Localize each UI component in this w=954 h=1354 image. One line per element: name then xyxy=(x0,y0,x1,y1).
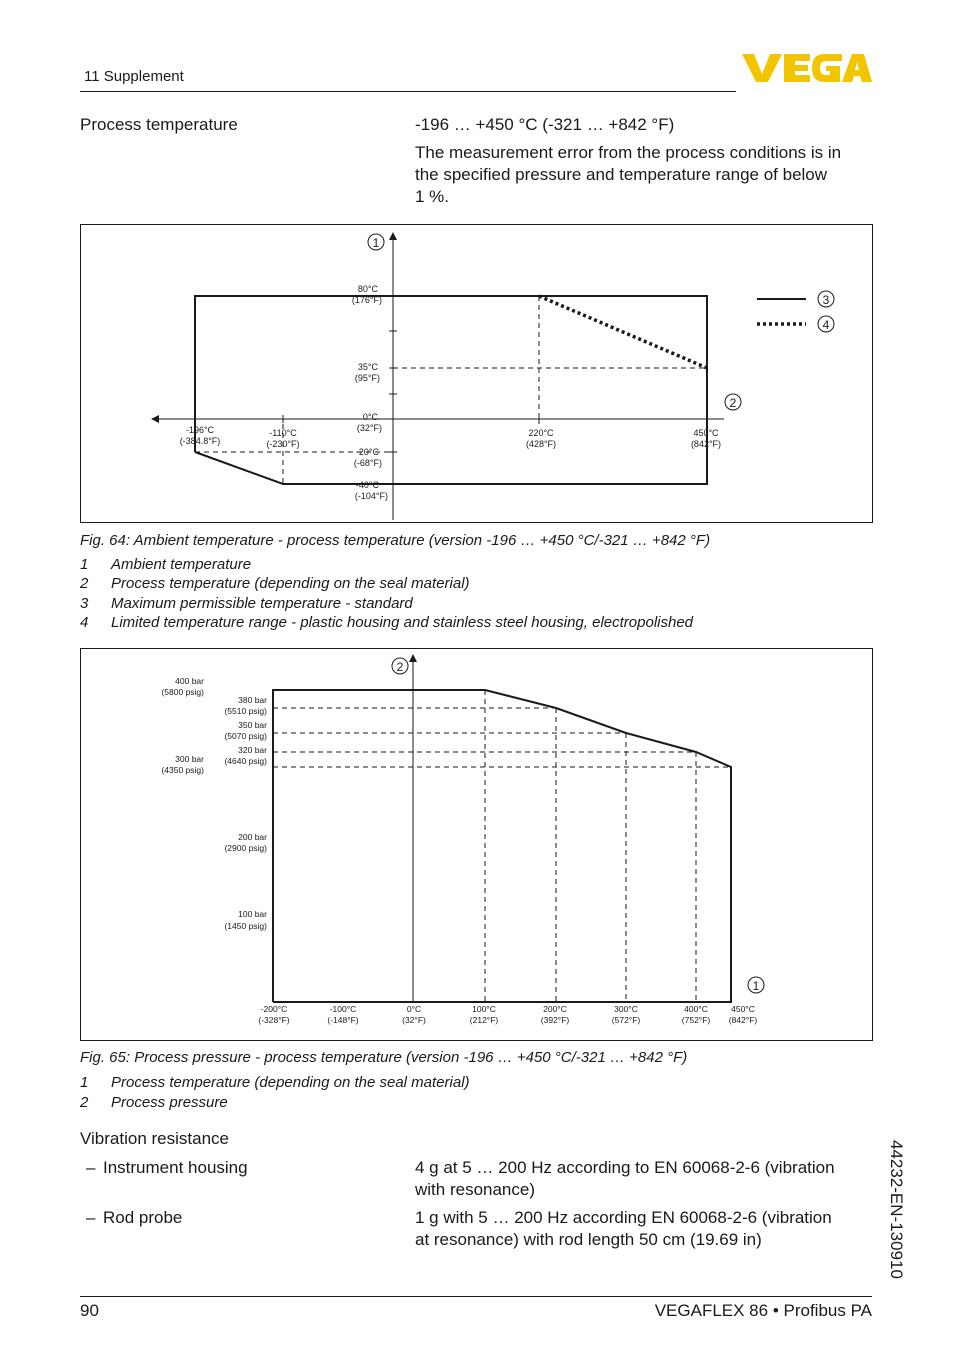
fig64-marker-1: 1 xyxy=(372,236,380,250)
fig65-xtick-200-c: 200°C xyxy=(543,1004,567,1014)
legend-text: Process pressure xyxy=(111,1094,228,1111)
legend-number: 2 xyxy=(80,575,89,592)
fig64-xtick-450-c: 450°C xyxy=(693,428,719,438)
fig65-ytick-400-bar: 400 bar xyxy=(175,676,204,686)
fig65-ytick-320-bar: 320 bar xyxy=(238,745,267,755)
fig65-ytick-380-psig: (5510 psig) xyxy=(224,706,267,716)
fig64-caption: Fig. 64: Ambient temperature - process temperature (version -196 … +450 °C/-321 … +842 °F) xyxy=(80,532,711,549)
legend-text: Maximum permissible temperature - standard xyxy=(111,595,413,612)
page-number: 90 xyxy=(80,1301,99,1320)
legend-number: 3 xyxy=(80,595,89,612)
fig64-ytick-80-f: (176°F) xyxy=(351,295,382,305)
fig65-xtick-minus200-f: (-328°F) xyxy=(258,1015,290,1025)
fig65-ytick-100-psig: (1450 psig) xyxy=(224,921,267,931)
fig64-ytick-minus20-f: (-68°F) xyxy=(353,458,382,468)
fig65-marker-1: 1 xyxy=(752,979,760,993)
fig64-xtick-minus110-f: (-230°F) xyxy=(266,439,300,449)
fig64-legend-item xyxy=(80,556,880,574)
fig65-ytick-350-bar: 350 bar xyxy=(238,720,267,730)
fig64-ytick-minus40-c: -40°C xyxy=(355,480,379,490)
fig64-ytick-0-c: 0°C xyxy=(362,412,378,422)
process-temperature-value: -196 … +450 °C (-321 … +842 °F) xyxy=(415,115,675,134)
fig65-ytick-200-psig: (2900 psig) xyxy=(224,843,267,853)
fig64-marker-4: 4 xyxy=(822,318,830,332)
legend-text: Limited temperature range - plastic housing and stainless steel housing, electropolished xyxy=(111,614,694,631)
product-name: VEGAFLEX 86 • Profibus PA xyxy=(654,1301,872,1320)
fig65-ytick-100-bar: 100 bar xyxy=(238,909,267,919)
fig65-ytick-400-psig: (5800 psig) xyxy=(161,687,204,697)
fig65-xtick-400-f: (752°F) xyxy=(681,1015,711,1025)
fig64-xtick-minus196-c: -196°C xyxy=(185,425,215,435)
legend-number: 1 xyxy=(80,1074,89,1091)
fig65-xtick-450-f: (842°F) xyxy=(728,1015,758,1025)
footer-rule xyxy=(80,1296,872,1297)
bullet-dash: – xyxy=(86,1208,96,1227)
fig64-standard-boundary xyxy=(195,296,707,484)
fig64-ytick-35-c: 35°C xyxy=(357,362,378,372)
fig64-limited-range-line xyxy=(539,296,707,368)
fig65-ytick-200-bar: 200 bar xyxy=(238,832,267,842)
measurement-error-note-1: The measurement error from the process conditions is in xyxy=(415,143,842,162)
vega-logo xyxy=(740,50,872,86)
fig64-chart xyxy=(80,224,873,523)
fig65-legend-item xyxy=(80,1074,880,1092)
measurement-error-note-3: 1 %. xyxy=(415,187,450,206)
rod-probe-label: Rod probe xyxy=(103,1208,183,1227)
fig64-xtick-220-f: (428°F) xyxy=(525,439,557,449)
fig65-ytick-300-bar: 300 bar xyxy=(175,754,204,764)
instrument-housing-value-2: with resonance) xyxy=(415,1180,536,1199)
fig64-legend-item xyxy=(80,614,880,632)
fig65-xtick-450-c: 450°C xyxy=(731,1004,755,1014)
fig64-legend-item xyxy=(80,575,880,593)
legend-number: 2 xyxy=(80,1094,89,1111)
fig65-xtick-200-f: (392°F) xyxy=(540,1015,570,1025)
fig65-xtick-400-c: 400°C xyxy=(684,1004,708,1014)
legend-number: 4 xyxy=(80,614,89,631)
fig65-chart xyxy=(80,648,873,1041)
fig65-ytick-320-psig: (4640 psig) xyxy=(224,756,267,766)
instrument-housing-value-1: 4 g at 5 … 200 Hz according to EN 60068-2-6 (vibration xyxy=(415,1158,835,1177)
fig64-ytick-35-f: (95°F) xyxy=(354,373,380,383)
fig65-xtick-0-c: 0°C xyxy=(406,1004,422,1014)
fig65-ytick-300-psig: (4350 psig) xyxy=(161,765,204,775)
legend-text: Ambient temperature xyxy=(111,556,252,573)
rod-probe-value-2: at resonance) with rod length 50 cm (19.69 in) xyxy=(415,1230,762,1249)
fig64-legend-item xyxy=(80,595,880,613)
fig65-xtick-minus100-c: -100°C xyxy=(329,1004,357,1014)
section-header: 11 Supplement xyxy=(84,68,184,85)
legend-number: 1 xyxy=(80,556,89,573)
fig65-marker-2: 2 xyxy=(396,660,404,674)
legend-text: Process temperature (depending on the seal material) xyxy=(111,1074,470,1091)
fig64-xtick-minus196-f: (-384.8°F) xyxy=(179,436,221,446)
fig64-xtick-220-c: 220°C xyxy=(528,428,554,438)
fig65-xtick-100-c: 100°C xyxy=(472,1004,496,1014)
fig65-ytick-350-psig: (5070 psig) xyxy=(224,731,267,741)
legend-text: Process temperature (depending on the seal material) xyxy=(111,575,470,592)
fig65-legend-item xyxy=(80,1094,880,1112)
fig64-ytick-minus20-c: -20°C xyxy=(355,447,379,457)
vibration-resistance-label: Vibration resistance xyxy=(80,1129,229,1148)
fig64-ytick-80-c: 80°C xyxy=(357,284,378,294)
fig64-xtick-minus110-c: -110°C xyxy=(269,428,297,438)
fig65-xtick-300-f: (572°F) xyxy=(611,1015,641,1025)
instrument-housing-label: Instrument housing xyxy=(103,1158,248,1177)
fig65-xtick-0-f: (32°F) xyxy=(402,1015,426,1025)
measurement-error-note-2: the specified pressure and temperature range of below xyxy=(415,165,828,184)
rod-probe-value-1: 1 g with 5 … 200 Hz according EN 60068-2-6 (vibration xyxy=(415,1208,832,1227)
fig64-ytick-0-f: (32°F) xyxy=(356,423,382,433)
fig65-xtick-300-c: 300°C xyxy=(614,1004,638,1014)
process-temperature-label: Process temperature xyxy=(80,115,238,134)
fig64-xtick-450-f: (842°F) xyxy=(690,439,722,449)
fig64-marker-2: 2 xyxy=(729,396,737,410)
fig65-xtick-100-f: (212°F) xyxy=(469,1015,499,1025)
fig64-ytick-minus40-f: (-104°F) xyxy=(354,491,388,501)
header-rule xyxy=(80,91,736,92)
document-number: 44232-EN-130910 xyxy=(887,1140,906,1279)
fig65-pressure-boundary xyxy=(273,690,731,1002)
fig64-marker-3: 3 xyxy=(822,293,830,307)
fig65-xtick-minus100-f: (-148°F) xyxy=(327,1015,359,1025)
fig65-xtick-minus200-c: -200°C xyxy=(260,1004,288,1014)
fig65-caption: Fig. 65: Process pressure - process temperature (version -196 … +450 °C/-321 … +842 °F) xyxy=(80,1049,688,1066)
bullet-dash: – xyxy=(86,1158,96,1177)
fig65-ytick-380-bar: 380 bar xyxy=(238,695,267,705)
